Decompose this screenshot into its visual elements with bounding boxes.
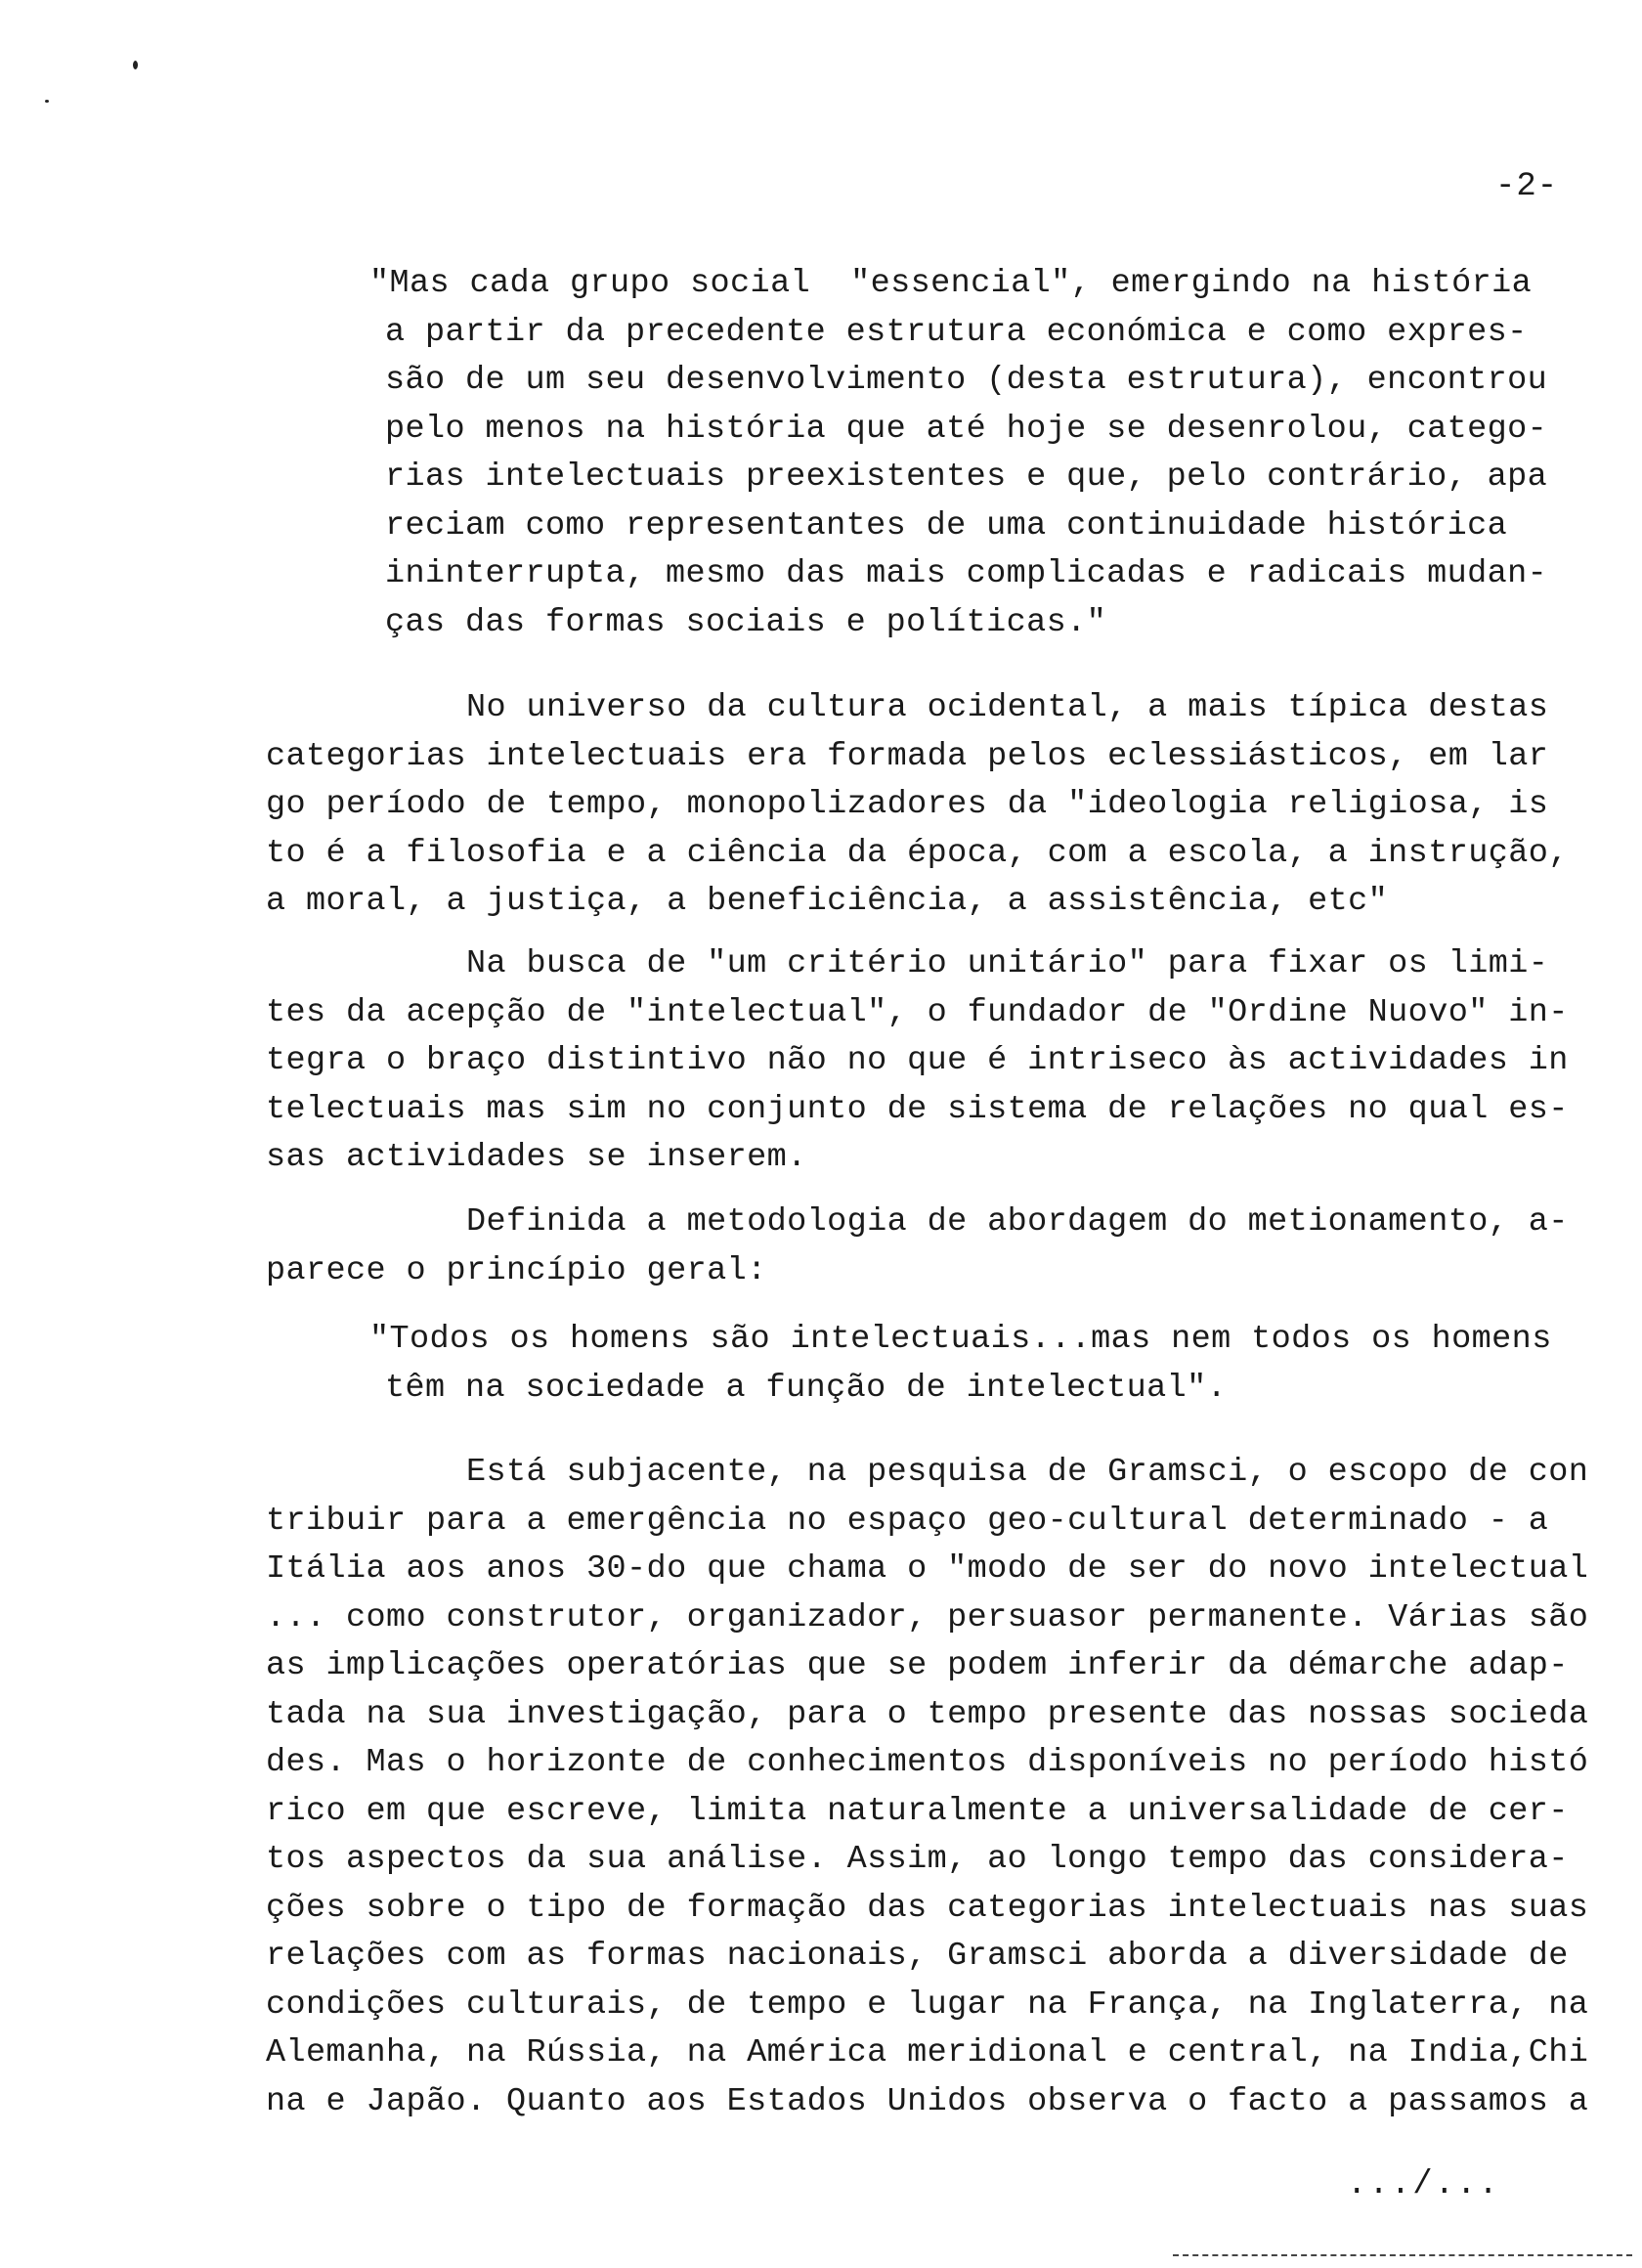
text-line: tes da acepção de "intelectual", o fundador de "Ordine Nuovo" in- [266,993,1569,1031]
text-line: as implicações operatórias que se podem inferir da démarche adap- [266,1647,1569,1684]
text-line: reciam como representantes de uma continuidade histórica [385,506,1508,545]
text-line: rico em que escreve, limita naturalmente a universalidade de cer- [266,1792,1569,1830]
quote-block-2 [369,1316,1552,1413]
text-line: des. Mas o horizonte de conhecimentos disponíveis no período histó [266,1744,1589,1781]
text-line: tada na sua investigação, para o tempo presente das nossas socieda [266,1695,1589,1733]
text-line: ... como construtor, organizador, persuasor permanente. Várias são [266,1598,1589,1636]
continuation-marker: .../... [1347,2166,1500,2203]
paragraph-3 [266,1199,1569,1295]
text-line: parece o princípio geral: [266,1251,767,1289]
text-line: "Mas cada grupo social "essencial", emergindo na história [369,265,1533,302]
text-line: a moral, a justiça, a beneficiência, a assistência, etc" [266,883,1389,920]
quote-block-1 [369,260,1547,647]
paragraph-2 [266,940,1569,1183]
text-line: a partir da precedente estrutura económica e como expres- [385,313,1528,351]
page-number: -2- [1495,168,1559,205]
page-edge-rule [1173,2254,1632,2258]
text-line: sas actividades se inserem. [266,1139,807,1176]
ink-speck [45,100,49,103]
text-line: Na busca de "um critério unitário" para fixar os limi- [266,945,1549,982]
text-line: têm na sociedade a função de intelectual". [385,1369,1228,1407]
text-line: "Todos os homens são intelectuais...mas nem todos os homens [369,1321,1552,1358]
text-line: ças das formas sociais e políticas." [385,603,1107,641]
text-line: telectuais mas sim no conjunto de sistema de relações no qual es- [266,1090,1569,1128]
text-line: ininterrupta, mesmo das mais complicadas e radicais mudan- [385,555,1548,592]
text-line: Alemanha, na Rússia, na América meridional e central, na India,Chi [266,2034,1589,2072]
text-line: No universo da cultura ocidental, a mais típica destas [266,689,1549,726]
text-line: são de um seu desenvolvimento (desta estrutura), encontrou [385,362,1548,399]
text-line: Itália aos anos 30-do que chama o "modo de ser do novo intelectual [266,1550,1589,1588]
text-line: go período de tempo, monopolizadores da "ideologia religiosa, is [266,786,1549,823]
text-line: condições culturais, de tempo e lugar na França, na Inglaterra, na [266,1985,1589,2024]
text-line: rias intelectuais preexistentes e que, pelo contrário, apa [385,458,1548,496]
text-line: Definida a metodologia de abordagem do metionamento, a- [266,1203,1569,1241]
text-line: ções sobre o tipo de formação das categorias intelectuais nas suas [266,1889,1589,1927]
text-line: Está subjacente, na pesquisa de Gramsci, o escopo de con [266,1454,1589,1491]
text-line: pelo menos na história que até hoje se desenrolou, catego- [385,410,1548,448]
text-line: tribuir para a emergência no espaço geo-cultural determinado - a [266,1502,1549,1540]
text-line: na e Japão. Quanto aos Estados Unidos observa o facto a passamos a [266,2082,1589,2120]
text-line: relações com as formas nacionais, Gramsci aborda a diversidade de [266,1938,1569,1975]
ink-speck [133,61,138,69]
text-line: to é a filosofia e a ciência da época, com a escola, a instrução, [266,834,1569,872]
paragraph-4 [266,1449,1588,2126]
text-line: categorias intelectuais era formada pelos eclessiásticos, em lar [266,737,1549,775]
paragraph-1 [266,684,1569,927]
text-line: tos aspectos da sua análise. Assim, ao longo tempo das considera- [266,1841,1569,1878]
text-line: tegra o braço distintivo não no que é intriseco às actividades in [266,1042,1569,1079]
